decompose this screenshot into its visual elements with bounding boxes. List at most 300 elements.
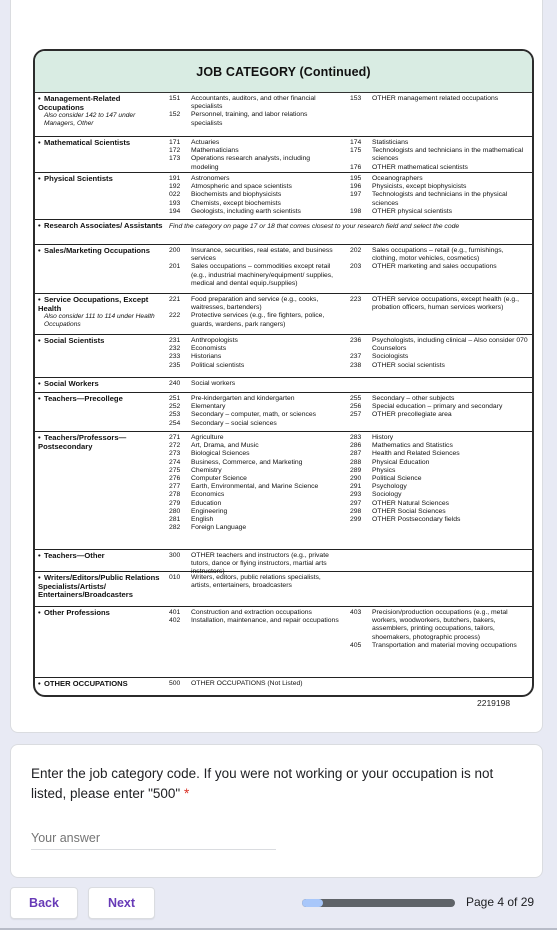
answer-input[interactable]: [31, 827, 276, 850]
category-row: [35, 294, 532, 335]
code-number: 240: [169, 380, 181, 387]
code-description: Actuaries: [191, 139, 220, 146]
code-number: 197: [350, 191, 362, 199]
category-label: OTHER OCCUPATIONS: [44, 679, 128, 688]
code-number: 232: [169, 345, 181, 353]
code-entry: [169, 450, 339, 458]
code-description: Education: [191, 499, 222, 507]
code-description: Computer Science: [191, 475, 247, 483]
category-label: Research Associates/ Assistants: [44, 221, 163, 230]
code-column: [169, 175, 339, 216]
code-number: 173: [169, 155, 181, 163]
category-label: Teachers/Professors— Postsecondary: [38, 433, 127, 451]
question-card: [10, 744, 543, 878]
code-description: Physicists, except biophysicists: [372, 183, 467, 191]
code-entry: [169, 111, 339, 127]
code-column: [350, 434, 528, 524]
category-label: Other Professions: [44, 608, 110, 617]
code-description: English: [191, 516, 214, 524]
code-number: 201: [169, 263, 181, 271]
code-number: 256: [350, 403, 362, 411]
category-row: [35, 137, 532, 173]
code-column: [350, 247, 528, 272]
code-number: 500: [169, 680, 181, 687]
code-description: Psychologists, including clinical – Also consider 070 Counselors: [372, 337, 528, 353]
code-entry: [350, 263, 528, 271]
code-description: Economists: [191, 345, 227, 353]
code-entry: [350, 337, 528, 353]
code-number: 293: [350, 491, 362, 499]
bullet-icon: •: [38, 551, 41, 560]
category-name: [38, 680, 166, 689]
code-number: 300: [169, 552, 181, 559]
category-note: Also consider 111 to 114 under Health Occupations: [44, 313, 155, 328]
code-column: [169, 95, 339, 128]
code-description: Installation, maintenance, and repair occupations: [191, 617, 339, 625]
code-number: 191: [169, 175, 181, 182]
code-number: 297: [350, 499, 362, 507]
code-entry: [350, 208, 528, 216]
code-column: [350, 175, 528, 216]
page-indicator: Page 4 of 29: [466, 895, 535, 909]
code-entry: [169, 353, 339, 361]
code-description: OTHER marketing and sales occupations: [372, 263, 497, 271]
code-entry: [169, 191, 339, 199]
code-number: 022: [169, 191, 181, 199]
code-entry: [169, 500, 339, 508]
code-number: 252: [169, 403, 181, 411]
code-entry: [169, 483, 339, 491]
code-column: [350, 296, 528, 312]
code-description: Secondary – other subjects: [372, 395, 455, 402]
code-entry: [350, 147, 528, 163]
code-number: 151: [169, 95, 181, 102]
category-row: [35, 678, 532, 694]
code-number: 236: [350, 337, 362, 344]
bullet-icon: •: [38, 573, 41, 582]
category-note: Also consider 142 to 147 under Managers, Other: [44, 112, 136, 127]
document-number: 2219198: [477, 698, 511, 708]
code-description: OTHER Social Sciences: [372, 507, 446, 515]
code-number: 238: [350, 361, 362, 369]
code-number: 286: [350, 442, 362, 450]
code-description: OTHER service occupations, except health (e.g., probation officers, human services workers): [372, 296, 519, 312]
code-entry: [350, 483, 528, 491]
code-description: Economics: [191, 491, 225, 499]
next-button[interactable]: Next: [88, 887, 155, 919]
code-number: 402: [169, 617, 181, 625]
image-card: [10, 0, 543, 733]
code-description: Sociologists: [372, 353, 409, 361]
code-entry: [169, 296, 339, 312]
code-entry: [169, 508, 339, 516]
category-name: [38, 95, 166, 128]
category-row: [35, 220, 532, 245]
code-description: OTHER physical scientists: [372, 207, 453, 215]
code-entry: [169, 420, 339, 428]
code-entry: [350, 459, 528, 467]
code-number: 282: [169, 524, 181, 532]
code-entry: [169, 139, 339, 147]
code-entry: [350, 491, 528, 499]
code-entry: [350, 164, 528, 172]
bullet-icon: •: [38, 138, 41, 147]
code-description: Transportation and material moving occupations: [372, 641, 517, 649]
code-column: [169, 337, 339, 370]
code-number: 222: [169, 312, 181, 320]
code-entry: [169, 680, 339, 688]
code-number: 174: [350, 139, 362, 146]
code-description: Political Science: [372, 475, 422, 483]
code-entry: [169, 434, 339, 442]
code-number: 273: [169, 450, 181, 458]
code-number: 276: [169, 475, 181, 483]
code-entry: [169, 475, 339, 483]
code-number: 291: [350, 483, 362, 491]
code-number: 175: [350, 147, 362, 155]
code-description: Technologists and technicians in the mathematical sciences: [372, 147, 524, 163]
code-entry: [350, 450, 528, 458]
code-description: Historians: [191, 353, 222, 361]
code-entry: [169, 524, 339, 532]
category-label: Writers/Editors/Public Relations Specialists/Artists/ Entertainers/Broadcasters: [38, 573, 160, 600]
category-label: Management-Related Occupations: [38, 94, 121, 112]
code-column: [169, 609, 339, 625]
code-description: Personnel, training, and labor relations specialists: [191, 111, 308, 127]
code-description: Art, Drama, and Music: [191, 442, 259, 450]
code-number: 271: [169, 434, 181, 441]
category-name: [38, 337, 166, 346]
category-name: [38, 552, 166, 561]
category-label: Physical Scientists: [44, 174, 113, 183]
bullet-icon: •: [38, 433, 41, 442]
code-description: Construction and extraction occupations: [191, 609, 312, 616]
code-number: 405: [350, 641, 362, 649]
code-number: 257: [350, 411, 362, 419]
code-entry: [350, 247, 528, 263]
code-entry: [169, 574, 339, 590]
code-entry: [350, 475, 528, 483]
code-description: History: [372, 434, 394, 441]
code-entry: [169, 380, 339, 388]
question-label: Enter the job category code. If you were not working or your occupation is not listed, please enter "500": [31, 766, 494, 801]
code-number: 283: [350, 434, 362, 441]
code-number: 275: [169, 466, 181, 474]
bullet-icon: •: [38, 221, 41, 230]
code-number: 274: [169, 458, 181, 466]
category-name: [38, 175, 166, 184]
code-number: 235: [169, 361, 181, 369]
code-description: Sales occupations – retail (e.g., furnishings, clothing, motor vehicles, cosmetics): [372, 247, 504, 263]
code-column: [350, 609, 528, 650]
code-description: OTHER management related occupations: [372, 95, 499, 102]
code-description: OTHER Postsecondary fields: [372, 516, 461, 524]
code-description: Writers, editors, public relations specialists, artists, entertainers, broadcasters: [191, 574, 321, 590]
code-entry: [169, 345, 339, 353]
code-entry: [350, 467, 528, 475]
category-label: Service Occupations, Except Health: [38, 295, 149, 313]
code-entry: [169, 617, 339, 625]
code-number: 193: [169, 199, 181, 207]
document-table: [35, 93, 532, 694]
category-row: [35, 335, 532, 378]
category-name: [38, 139, 166, 148]
code-entry: [169, 183, 339, 191]
code-description: Health and Related Sciences: [372, 450, 460, 458]
code-description: Agriculture: [191, 434, 224, 441]
code-number: 203: [350, 263, 362, 271]
code-description: Insurance, securities, real estate, and business services: [191, 247, 333, 263]
category-name: [38, 574, 166, 600]
code-description: Food preparation and service (e.g., cooks, waitresses, bartenders): [191, 296, 319, 312]
code-description: OTHER precollegiate area: [372, 411, 452, 419]
code-entry: [350, 434, 528, 442]
code-number: 231: [169, 337, 181, 344]
category-row: [35, 393, 532, 432]
code-column: [350, 95, 528, 103]
code-description: Protective services (e.g., fire fighters, police, guards, wardens, park rangers): [191, 312, 325, 328]
code-description: Sales occupations – commodities except retail (e.g., industrial machinery/equipment/ supplies, medical and dental equip./supplies): [191, 263, 334, 287]
bullet-icon: •: [38, 379, 41, 388]
code-description: Operations research analysts, including modeling: [191, 155, 311, 171]
code-description: Oceanographers: [372, 175, 423, 182]
code-number: 280: [169, 507, 181, 515]
code-entry: [169, 442, 339, 450]
code-description: Foreign Language: [191, 524, 247, 532]
code-number: 172: [169, 147, 181, 155]
code-column: [350, 395, 528, 420]
code-description: Engineering: [191, 507, 228, 515]
code-description: Special education – primary and secondary: [372, 403, 503, 411]
code-description: OTHER OCCUPATIONS (Not Listed): [191, 680, 303, 687]
code-description: Precision/production occupations (e.g., metal workers, woodworkers, butchers, bakers, assemblers, printing occupations, tailors, shoemakers, photographic process): [372, 609, 508, 641]
code-entry: [169, 263, 339, 288]
code-number: 152: [169, 111, 181, 119]
back-button[interactable]: Back: [10, 887, 78, 919]
code-number: 010: [169, 574, 181, 581]
code-number: 298: [350, 507, 362, 515]
code-number: 281: [169, 516, 181, 524]
code-description: Statisticians: [372, 139, 409, 146]
code-number: 287: [350, 450, 362, 458]
code-column: [169, 139, 339, 172]
code-number: 251: [169, 395, 181, 402]
code-number: 194: [169, 207, 181, 215]
code-number: 198: [350, 207, 362, 215]
code-number: 299: [350, 516, 362, 524]
code-description: Physics: [372, 466, 396, 474]
category-row: [35, 378, 532, 393]
code-description: Mathematicians: [191, 147, 239, 155]
code-description: OTHER Natural Sciences: [372, 499, 450, 507]
code-entry: [350, 442, 528, 450]
code-number: 277: [169, 483, 181, 491]
code-description: Anthropologists: [191, 337, 238, 344]
code-entry: [169, 95, 339, 111]
category-label: Teachers—Other: [44, 551, 105, 560]
code-number: 290: [350, 475, 362, 483]
code-entry: [350, 642, 528, 650]
category-row: [35, 432, 532, 550]
code-entry: [169, 312, 339, 328]
code-entry: [350, 403, 528, 411]
code-description: Psychology: [372, 483, 407, 491]
bullet-icon: •: [38, 608, 41, 617]
code-column: [350, 337, 528, 370]
code-entry: [169, 491, 339, 499]
category-name: [38, 380, 166, 389]
code-number: 237: [350, 353, 362, 361]
code-number: 195: [350, 175, 362, 182]
category-name: [38, 222, 166, 231]
code-entry: [169, 516, 339, 524]
code-entry: [169, 200, 339, 208]
category-row: [35, 572, 532, 607]
category-name: [38, 395, 166, 404]
code-number: 279: [169, 499, 181, 507]
code-entry: [169, 147, 339, 155]
bullet-icon: •: [38, 94, 41, 103]
code-number: 253: [169, 411, 181, 419]
code-entry: [169, 362, 339, 370]
code-number: 200: [169, 247, 181, 254]
bullet-icon: •: [38, 394, 41, 403]
code-entry: [350, 353, 528, 361]
code-entry: [350, 296, 528, 312]
code-description: Physical Education: [372, 458, 430, 466]
code-description: Social workers: [191, 380, 236, 387]
code-number: 288: [350, 458, 362, 466]
code-description: OTHER mathematical scientists: [372, 163, 468, 171]
code-description: Accountants, auditors, and other financial specialists: [191, 95, 316, 111]
code-description: Biological Sciences: [191, 450, 250, 458]
bullet-icon: •: [38, 246, 41, 255]
category-row: [35, 245, 532, 294]
code-number: 403: [350, 609, 362, 616]
category-label: Sales/Marketing Occupations: [44, 246, 150, 255]
code-number: 272: [169, 442, 181, 450]
code-description: Biochemists and biophysicists: [191, 191, 282, 199]
code-column: [169, 395, 339, 428]
code-number: 171: [169, 139, 181, 146]
category-label: Social Scientists: [44, 336, 105, 345]
code-entry: [350, 508, 528, 516]
code-description: Mathematics and Statistics: [372, 442, 453, 450]
category-label: Teachers—Precollege: [44, 394, 123, 403]
code-number: 153: [350, 95, 362, 102]
category-row: [35, 173, 532, 220]
progress-fill: [302, 899, 323, 907]
code-description: Sociology: [372, 491, 402, 499]
instruction-text: Find the category on page 17 or 18 that comes closest to your research field and select the code: [169, 223, 460, 230]
code-number: 254: [169, 419, 181, 427]
job-category-document: [33, 49, 534, 697]
code-entry: [169, 175, 339, 183]
code-entry: [169, 467, 339, 475]
category-name: [38, 296, 166, 329]
code-entry: [169, 411, 339, 419]
code-column: [169, 434, 339, 532]
code-description: Pre-kindergarten and kindergarten: [191, 395, 295, 402]
question-text: [31, 764, 521, 804]
code-entry: [350, 395, 528, 403]
category-label: Mathematical Scientists: [44, 138, 131, 147]
code-description: Business, Commerce, and Marketing: [191, 458, 303, 466]
code-number: 278: [169, 491, 181, 499]
code-description: Secondary – social sciences: [191, 419, 277, 427]
category-row: [35, 550, 532, 576]
code-column: [169, 247, 339, 288]
category-row: [35, 607, 532, 678]
category-name: [38, 434, 166, 451]
code-entry: [350, 175, 528, 183]
code-number: 221: [169, 296, 181, 303]
bullet-icon: •: [38, 679, 41, 688]
code-number: 192: [169, 183, 181, 191]
code-description: Astronomers: [191, 175, 230, 182]
code-entry: [350, 95, 528, 103]
code-entry: [350, 609, 528, 642]
category-name: [38, 247, 166, 256]
code-number: 223: [350, 296, 362, 303]
code-entry: [169, 208, 339, 216]
code-entry: [350, 500, 528, 508]
code-column: [169, 680, 339, 688]
code-number: 196: [350, 183, 362, 191]
code-description: OTHER teachers and instructors (e.g., private tutors, dance or flying instructors, martial arts instructors): [191, 552, 329, 576]
code-description: Earth, Environmental, and Marine Science: [191, 483, 319, 491]
bullet-icon: •: [38, 295, 41, 304]
code-entry: [169, 609, 339, 617]
code-number: 233: [169, 353, 181, 361]
code-entry: [350, 362, 528, 370]
code-entry: [169, 155, 339, 171]
code-number: 176: [350, 163, 362, 171]
code-entry: [169, 395, 339, 403]
code-description: Chemists, except biochemists: [191, 199, 281, 207]
bullet-icon: •: [38, 174, 41, 183]
category-label: Social Workers: [44, 379, 99, 388]
category-name: [38, 609, 166, 618]
code-entry: [169, 403, 339, 411]
code-column: [169, 380, 339, 388]
code-number: 255: [350, 395, 362, 402]
code-description: Atmospheric and space scientists: [191, 183, 292, 191]
code-description: Technologists and technicians in the physical sciences: [372, 191, 508, 207]
code-description: Chemistry: [191, 466, 222, 474]
code-entry: [169, 247, 339, 263]
document-header: JOB CATEGORY (Continued): [35, 51, 532, 93]
code-entry: [350, 139, 528, 147]
category-row: [35, 93, 532, 137]
code-column: [169, 574, 339, 590]
code-description: Geologists, including earth scientists: [191, 207, 301, 215]
required-asterisk: *: [183, 786, 190, 801]
code-entry: [350, 183, 528, 191]
code-entry: [169, 337, 339, 345]
code-description: Elementary: [191, 403, 226, 411]
code-description: Political scientists: [191, 361, 245, 369]
code-column: [350, 139, 528, 172]
code-number: 401: [169, 609, 181, 616]
code-number: 289: [350, 466, 362, 474]
bullet-icon: •: [38, 336, 41, 345]
code-entry: [350, 191, 528, 207]
code-entry: [350, 516, 528, 524]
code-entry: [350, 411, 528, 419]
code-entry: [169, 459, 339, 467]
code-description: OTHER social scientists: [372, 361, 445, 369]
